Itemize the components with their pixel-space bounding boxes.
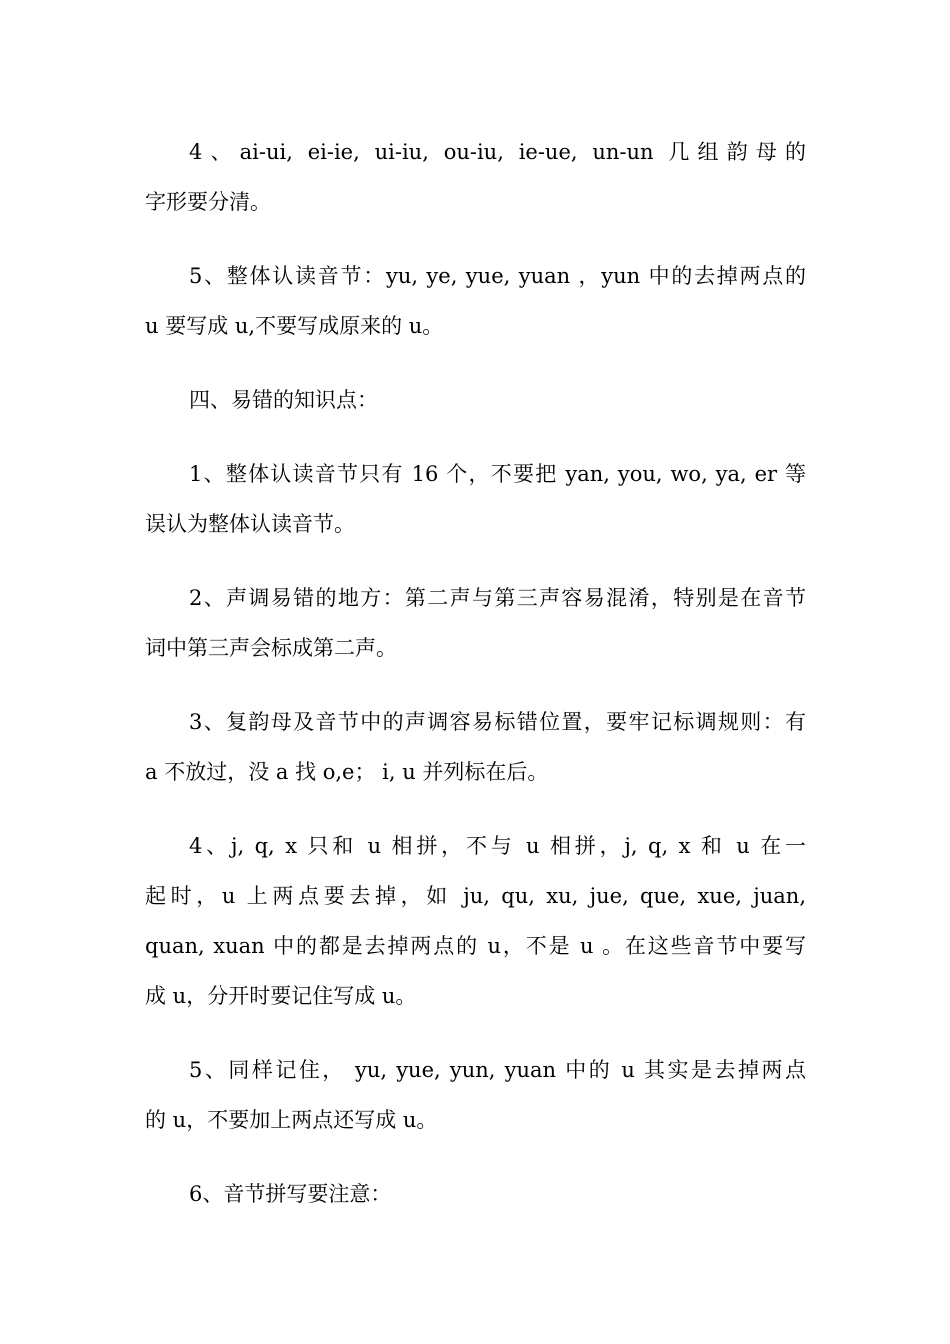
error-point-5-line-2: 的 u，不要加上两点还写成 u。 [145,1108,438,1132]
error-point-2-line-2: 词中第三声会标成第二声。 [145,636,397,660]
error-point-2-line-1: 2、声调易错的地方：第二声与第三声容易混淆，特别是在音节 [189,586,806,610]
error-point-5-line-1: 5、同样记住， yu, yue, yun, yuan 中的 u 其实是去掉两点 [189,1058,806,1082]
error-point-3-line-1: 3、复韵母及音节中的声调容易标错位置，要牢记标调规则：有 [189,710,806,734]
error-point-3-line-2: a 不放过，没 a 找 o,e； i, u 并列标在后。 [145,760,549,784]
error-point-1-line-2: 误认为整体认读音节。 [145,512,355,536]
error-point-4-line-4: 成 u，分开时要记住写成 u。 [145,984,417,1008]
error-point-4-line-2: 起时，u 上两点要去掉，如 ju, qu, xu, jue, que, xue, juan, [145,884,806,908]
paragraph-finals-line-2: 字形要分清。 [145,190,271,214]
error-point-1-line-1: 1、整体认读音节只有 16 个，不要把 yan, you, wo, ya, er 等 [189,462,806,486]
error-point-6-line-1: 6、音节拼写要注意： [189,1182,392,1206]
section-heading: 四、易错的知识点： [189,388,378,412]
paragraph-whole-syllables-line-2: u 要写成 u,不要写成原来的 u。 [145,314,444,338]
paragraph-finals-line-1: 4、ai-ui, ei-ie, ui-iu, ou-iu, ie-ue, un-un 几组韵母的 [189,140,806,164]
error-point-4-line-3: quan, xuan 中的都是去掉两点的 u，不是 u 。在这些音节中要写 [145,934,806,958]
error-point-4-line-1: 4、j, q, x 只和 u 相拼，不与 u 相拼，j, q, x 和 u 在一 [189,834,806,858]
paragraph-whole-syllables-line-1: 5、整体认读音节：yu, ye, yue, yuan ，yun 中的去掉两点的 [189,264,806,288]
